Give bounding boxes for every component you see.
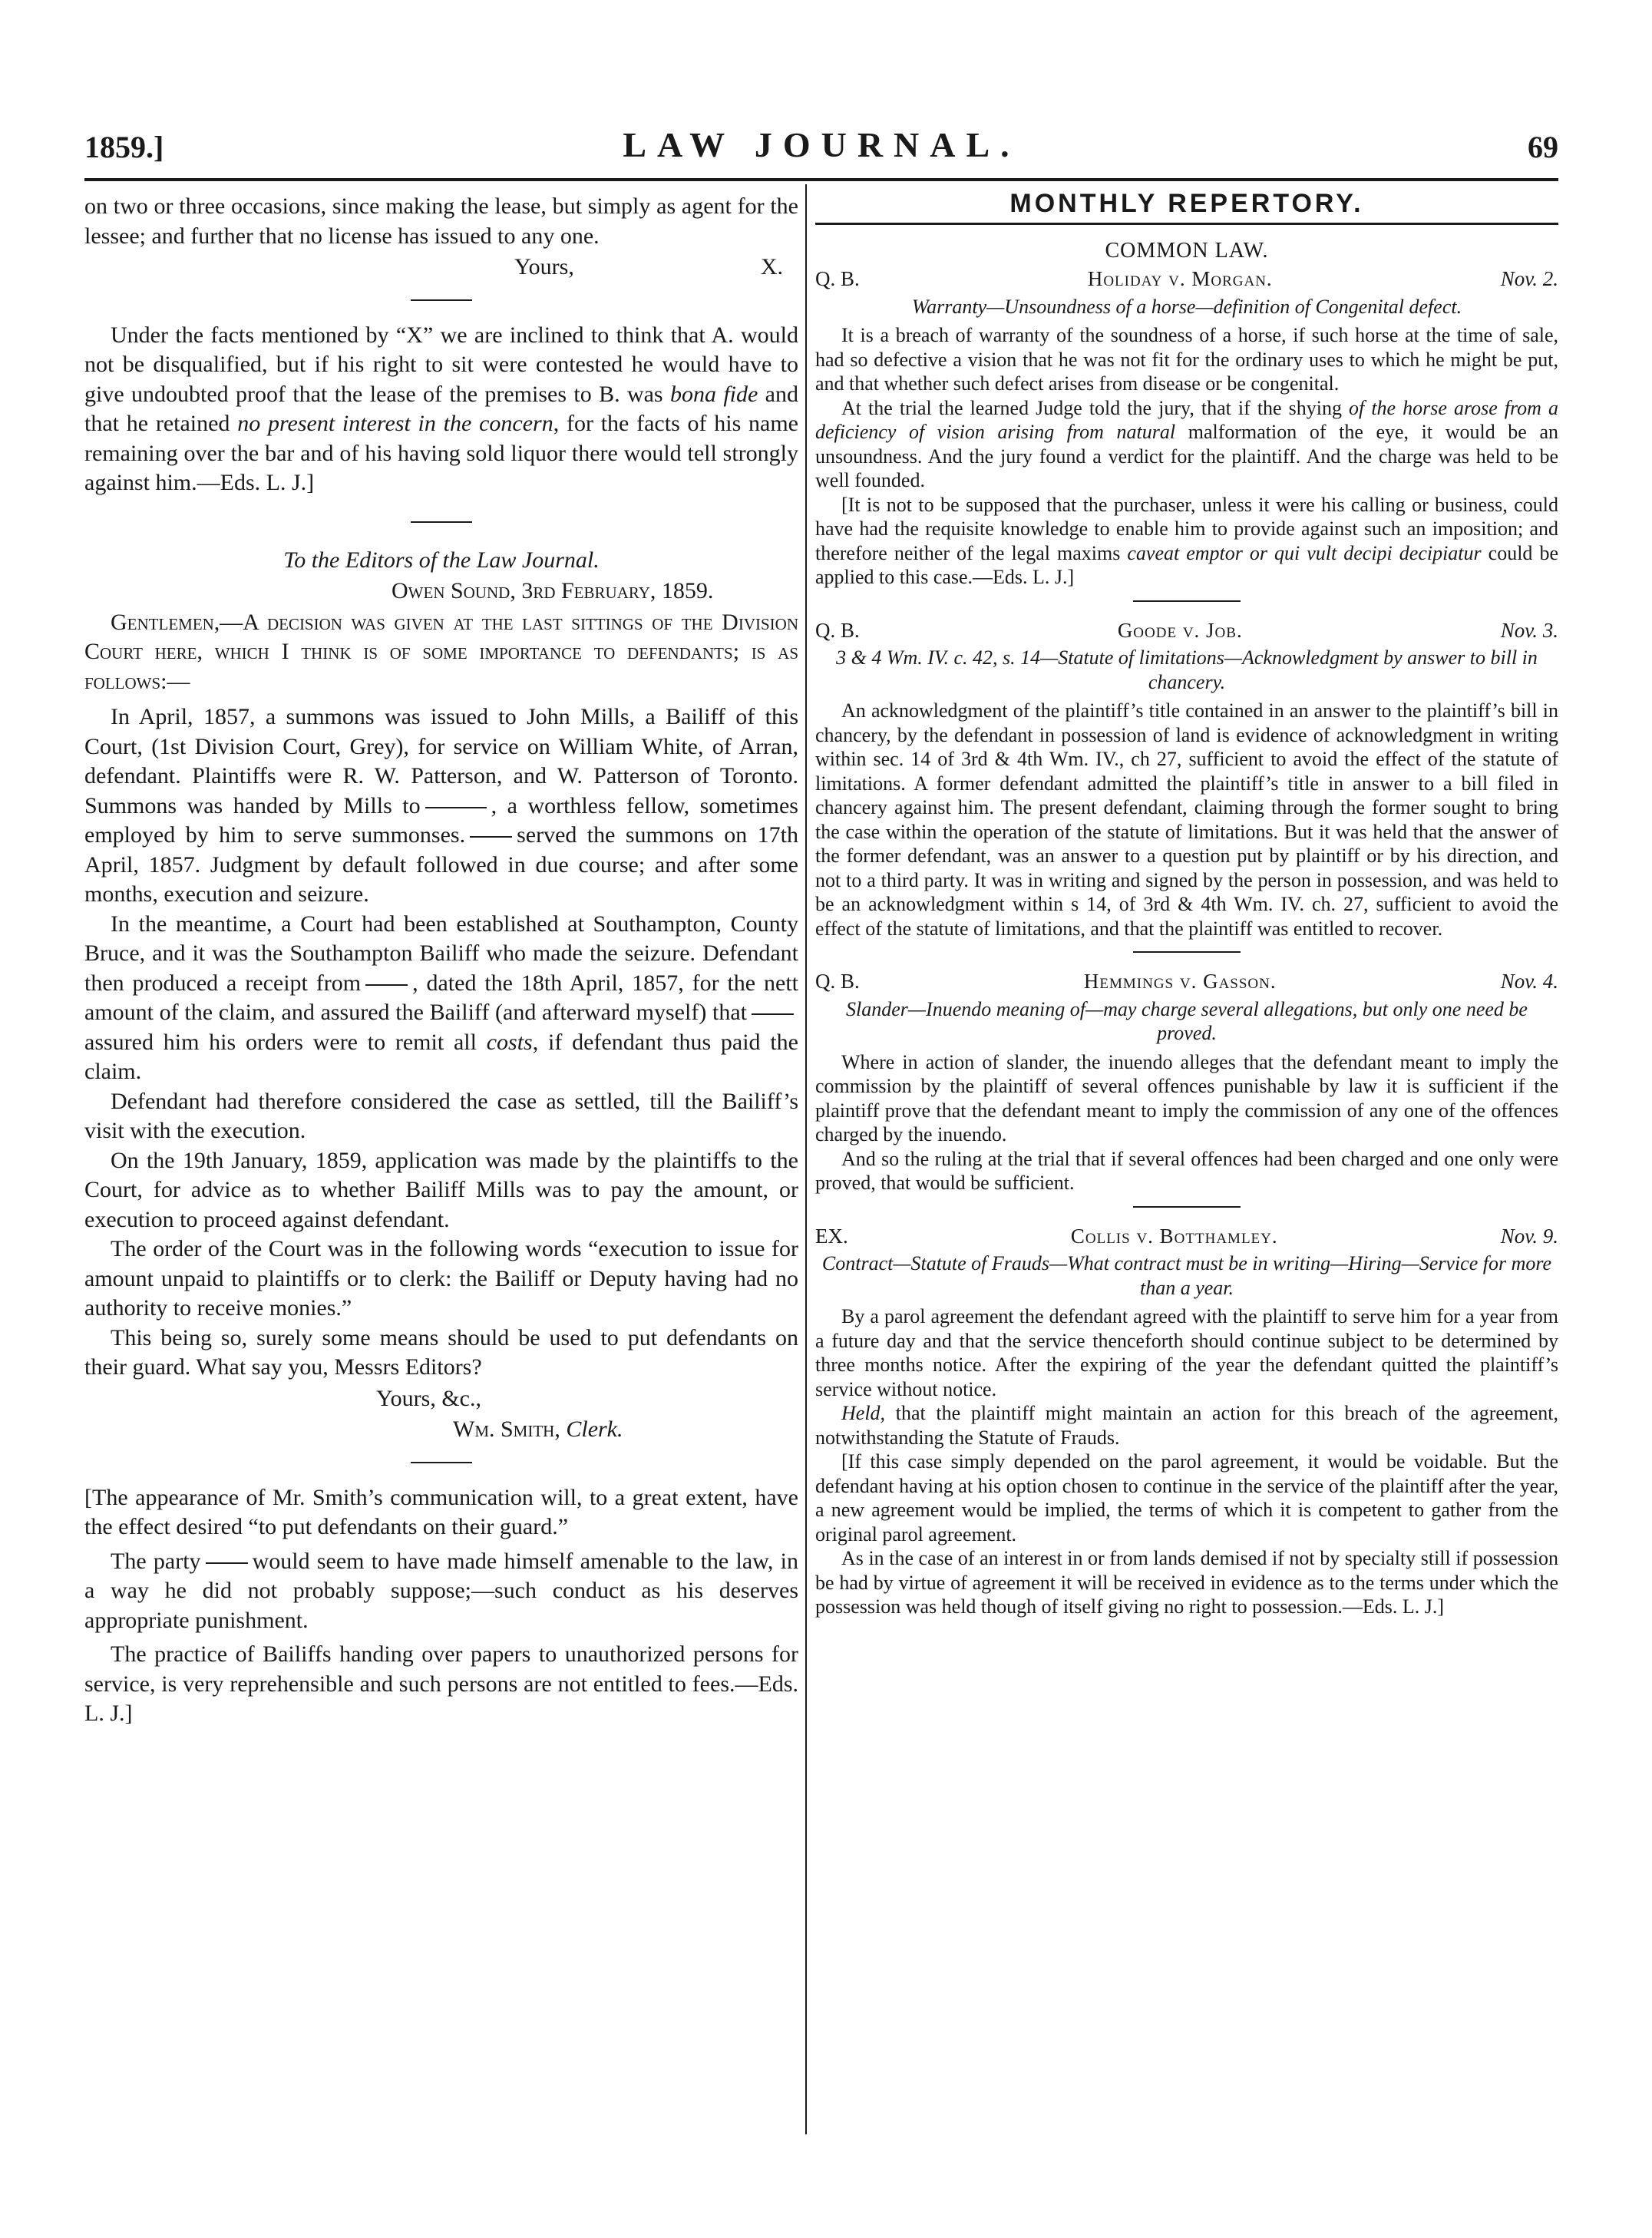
signature-yours-etc: Yours, &c., <box>376 1385 481 1411</box>
header-journal-title: LAW JOURNAL. <box>623 125 1020 164</box>
omitted-name <box>470 836 512 838</box>
paragraph: Where in action of slander, the inuendo alleges that the defendant meant to imply the commission by the plaintiff of several offences punishable by law it is sufficient if the plaintiff prove that the defendant meant to imply the commission of any one of the offences charged by the inuendo. <box>815 1050 1558 1145</box>
paragraph: Gentlemen,—A decision was given at the last sittings of the Division Court here, which I think is of some importance to defendants; is as follows:— <box>84 609 798 694</box>
paragraph: [It is not to be supposed that the purchaser, unless it were his calling or business, could have had the requisite knowledge to enable him to provide against such an imposition; and therefore neither of the legal maxims caveat emptor or qui vult decipi decipiatur could be applied to this case.—Eds. L. J.] <box>815 493 1558 588</box>
section-subtitle: COMMON LAW. <box>1105 238 1269 263</box>
section-rule <box>411 299 472 301</box>
paragraph: The practice of Bailiffs handing over papers to unauthorized persons for service, is very reprehensible and such persons are not entitled to fees.—Eds. L. J.] <box>84 1641 798 1726</box>
case-divider <box>1133 600 1241 602</box>
case-header <box>815 1225 1558 1249</box>
case-date: Nov. 9. <box>1500 1224 1558 1248</box>
section-rule <box>411 521 472 523</box>
case-divider <box>1133 951 1241 953</box>
section-title: MONTHLY REPERTORY. <box>815 192 1558 225</box>
omitted-name <box>206 1562 248 1564</box>
header-page-number: 69 <box>1528 130 1558 164</box>
paragraph: This being so, surely some means should be used to put defendants on their guard. What say you, Messrs Editors? <box>84 1324 798 1380</box>
case-collis-v-botthamley <box>815 1225 1558 1619</box>
signature-yours: Yours, <box>514 254 574 279</box>
case-goode-v-job <box>815 619 1558 941</box>
section-rule <box>411 1462 472 1463</box>
case-name: Hemmings v. Gasson. <box>1083 970 1277 993</box>
paragraph: The order of the Court was in the following words “execution to issue for amount unpaid to plaintiffs or to clerk: the Bailiff or Deputy having had no authority to receive monies.” <box>84 1236 798 1321</box>
paragraph: In the meantime, a Court had been established at Southampton, County Bruce, and it was the Southampton Bailiff who made the seizure. Defendant then produced a receipt from , dated the 18th April, 1857, for the nett amount of the claim, and assured the Bailiff (and afterward myself) thatassured him his orders were to remit all costs, if defendant thus paid the claim. <box>84 911 798 1084</box>
paragraph: Held, that the plaintiff might maintain an action for this breach of the agreement, notwithstanding the Statute of Frauds. <box>815 1402 1558 1449</box>
column-divider <box>805 184 807 2134</box>
case-header <box>815 619 1558 643</box>
omitted-name <box>752 1013 794 1015</box>
paragraph: As in the case of an interest in or from lands demised if not by specialty still if possession be had by virtue of agreement it will be received in evidence as to the terms under which the possession was held though of itself giving no right to possession.—Eds. L. J.] <box>815 1547 1558 1618</box>
case-name: Goode v. Job. <box>1117 618 1243 642</box>
signature-x <box>84 253 798 283</box>
left-column <box>84 192 798 1729</box>
editors-note: Under the facts mentioned by “X” we are inclined to think that A. would not be disqualified, but if his right to sit were contested he would have to give undoubted proof that the lease of the premises to B. was bona fide and that he retained no present interest in the concern, for the facts of his name remaining over the bar and of his having sold liquor there would tell strongly against him.—Eds. L. J.] <box>84 322 798 495</box>
paragraph: By a parol agreement the defendant agreed with the plaintiff to serve him for a year from a future day and that the service thenceforth should continue subject to be determined by three months notice. After the expiring of the year the defendant quitted the plaintiff’s service without notice. <box>815 1305 1558 1400</box>
running-header <box>84 124 1558 181</box>
omitted-name <box>425 807 487 808</box>
paragraph: The party would seem to have made himself amenable to the law, in a way he did not probably suppose;—such conduct as his deserves appropriate punishment. <box>84 1548 798 1633</box>
letter-heading: To the Editors of the Law Journal. <box>283 547 600 573</box>
paragraph: In April, 1857, a summons was issued to John Mills, a Bailiff of this Court, (1st Division Court, Grey), for service on William White, of Arran, defendant. Plaintiffs were R. W. Patterson, and W. Patterson of Toronto. Summons was handed by Mills to , a worthless fellow, sometimes employed by him to serve summonses. served the summons on 17th April, 1857. Judgment by default followed in due course; and after some months, execution and seizure. <box>84 704 798 907</box>
paragraph: [The appearance of Mr. Smith’s communication will, to a great extent, have the effect desired “to put defendants on their guard.” <box>84 1484 798 1539</box>
paragraph: At the trial the learned Judge told the jury, that if the shying of the horse arose from a deficiency of vision arising from natural malformation of the eye, it would be an unsoundness. And the jury found a verdict for the plaintiff. And the charge was held to be well founded. <box>815 396 1559 491</box>
signature-initial: X. <box>760 254 783 279</box>
case-court: EX. <box>815 1224 848 1248</box>
case-headnote: 3 & 4 Wm. IV. c. 42, s. 14—Statute of limitations—Acknowledgment by answer to bill in chancery. <box>836 646 1538 693</box>
case-date: Nov. 4. <box>1500 970 1558 993</box>
case-court: Q. B. <box>815 970 860 993</box>
case-headnote: Warranty—Unsoundness of a horse—definition of Congenital defect. <box>911 295 1462 318</box>
case-divider <box>1133 1206 1241 1208</box>
case-court: Q. B. <box>815 618 860 642</box>
case-name: Collis v. Botthamley. <box>1070 1224 1278 1248</box>
paragraph: On the 19th January, 1859, application was made by the plaintiffs to the Court, for advice as to whether Bailiff Mills was to pay the amount, or execution to proceed against defendant. <box>84 1147 798 1232</box>
case-hemmings-v-gasson <box>815 970 1558 1195</box>
letter-dateline: Owen Sound, 3rd February, 1859. <box>392 578 714 603</box>
header-year: 1859.] <box>84 130 164 164</box>
omitted-name <box>365 984 408 986</box>
case-date: Nov. 2. <box>1500 267 1558 290</box>
case-date: Nov. 3. <box>1500 618 1558 642</box>
paragraph: Defendant had therefore considered the case as settled, till the Bailiff’s visit with the execution. <box>84 1088 798 1143</box>
case-header <box>815 970 1558 994</box>
paragraph: [If this case simply depended on the parol agreement, it would be voidable. But the defendant having at his option chosen to continue in the service of the plaintiff after the year, a new agreement would be implied, the terms of which it is competent to gather from the original parol agreement. <box>815 1450 1558 1545</box>
case-headnote: Contract—Statute of Frauds—What contract must be in writing—Hiring—Service for more than a year. <box>821 1252 1552 1299</box>
paragraph: And so the ruling at the trial that if several offences had been charged and one only were proved, that would be sufficient. <box>815 1147 1558 1194</box>
paragraph: on two or three occasions, since making the lease, but simply as agent for the lessee; and further that no license has issued to any one. <box>84 193 798 249</box>
case-header <box>815 267 1558 292</box>
paragraph: It is a breach of warranty of the soundness of a horse, if such horse at the time of sale, had so defective a vision that he was not fit for the ordinary uses to which he might be put, and that whether such defect arises from disease or be congenital. <box>815 324 1558 395</box>
case-court: Q. B. <box>815 267 860 290</box>
case-holiday-v-morgan <box>815 267 1558 590</box>
case-name: Holiday v. Morgan. <box>1087 267 1273 290</box>
paragraph: An acknowledgment of the plaintiff’s title contained in an answer to the plaintiff’s bill in chancery, by the defendant in possession of land is evidence of acknowledgment in writing within sec. 14 of 3rd & 4th Wm. IV., ch 27, sufficient to avoid the effect of the statute of limitations. A former defendant admitted the plaintiff’s title in answer to a bill filed in chancery against him. The present defendant, claiming through the former sought to bring the case within the operation of the statute of limitations. But it was held that the answer of the former defendant, was an answer to a question put by plaintiff or by his direction, and not to a third party. It was in writing and signed by the person in possession, and was held to be an acknowledgment within s 14, of 3rd & 4th Wm. IV. ch. 27, sufficient to avoid the effect of the statute of limitations, and that the plaintiff was entitled to recover. <box>815 699 1558 940</box>
case-headnote: Slander—Inuendo meaning of—may charge several allegations, but only one need be proved. <box>846 997 1528 1044</box>
right-column <box>815 189 1559 1619</box>
signature-smith: Wm. Smith, Clerk. <box>453 1417 623 1442</box>
